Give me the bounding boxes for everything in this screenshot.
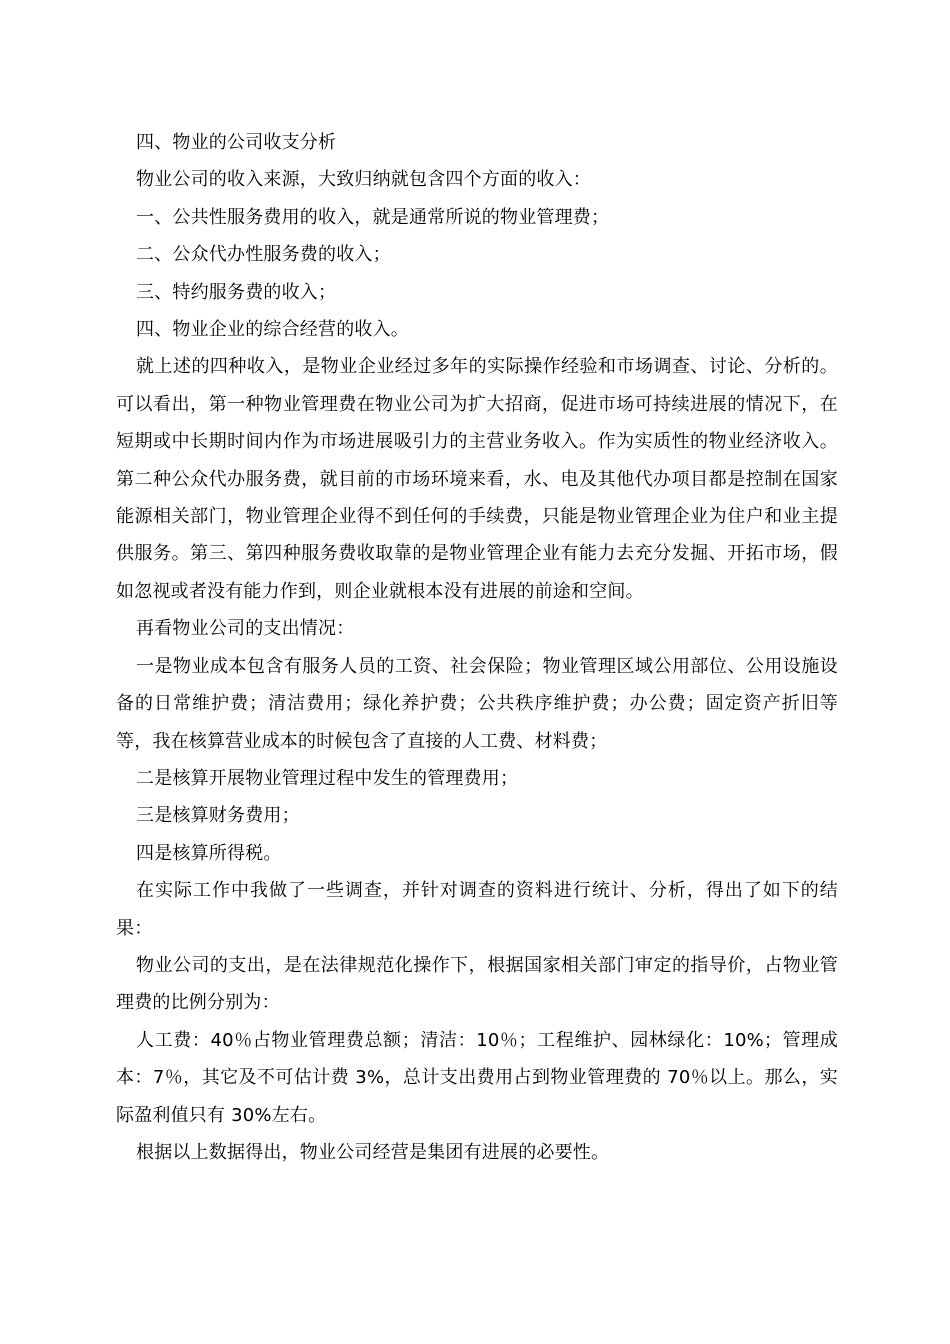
paragraph-expense-intro: 再看物业公司的支出情况： (136, 618, 355, 640)
section-heading: 四、物业的公司收支分析 (136, 132, 337, 153)
paragraph-income-analysis: 就上述的四种收入，是物业企业经过多年的实际操作经验和市场调查、讨论、分析的。可以看出，第一种物业管理费在物业公司为扩大招商，促进市场可持续进展的情况下，在短期或中长期时间内作为市场进展吸引力的主营业务收入。作为实质性的物业经济收入。第二种公众代办服务费，就目前的市场环境来看，水、电及其他代办项目都是控制在国家能源相关部门，物业管理企业得不到任何的手续费，只能是物业管理企业为住户和业主提供服务。第三、第四种服务费收取靠的是物业管理企业有能力去充分发掘、开拓市场，假如忽视或者没有能力作到，则企业就根本没有进展的前途和空间。 (116, 356, 838, 602)
document-body (116, 124, 838, 1171)
paragraph-income-item-1: 一、公共性服务费用的收入，就是通常所说的物业管理费； (136, 206, 610, 228)
paragraph-expense-ratio-intro: 物业公司的支出，是在法律规范化操作下，根据国家相关部门审定的指导价，占物业管理费的比例分别为： (116, 954, 838, 1014)
paragraph-income-item-4: 四、物业企业的综合经营的收入。 (136, 319, 409, 341)
paragraph-expense-item-3: 三是核算财务费用； (136, 805, 300, 827)
paragraph-expense-ratios: 人工费：40％占物业管理费总额；清洁：10％；工程维护、园林绿化：10%；管理成本：7％，其它及不可估计费 3%，总计支出费用占到物业管理费的 70％以上。那么，实际盈利值只有 30%左右。 (116, 1029, 838, 1126)
paragraph-income-intro: 物业公司的收入来源，大致归纳就包含四个方面的收入： (136, 169, 591, 191)
paragraph-expense-item-2: 二是核算开展物业管理过程中发生的管理费用； (136, 767, 519, 789)
paragraph-income-item-2: 二、公众代办性服务费的收入； (136, 244, 391, 266)
paragraph-expense-item-1: 一是物业成本包含有服务人员的工资、社会保险；物业管理区域公用部位、公用设施设备的日常维护费；清洁费用；绿化养护费；公共秩序维护费；办公费；固定资产折旧等等，我在核算营业成本的时候包含了直接的人工费、材料费； (116, 655, 838, 752)
paragraph-expense-item-4: 四是核算所得税。 (136, 842, 282, 864)
paragraph-conclusion: 根据以上数据得出，物业公司经营是集团有进展的必要性。 (136, 1141, 610, 1163)
paragraph-income-item-3: 三、特约服务费的收入； (136, 281, 337, 303)
paragraph-survey: 在实际工作中我做了一些调查，并针对调查的资料进行统计、分析，得出了如下的结果： (116, 880, 838, 939)
